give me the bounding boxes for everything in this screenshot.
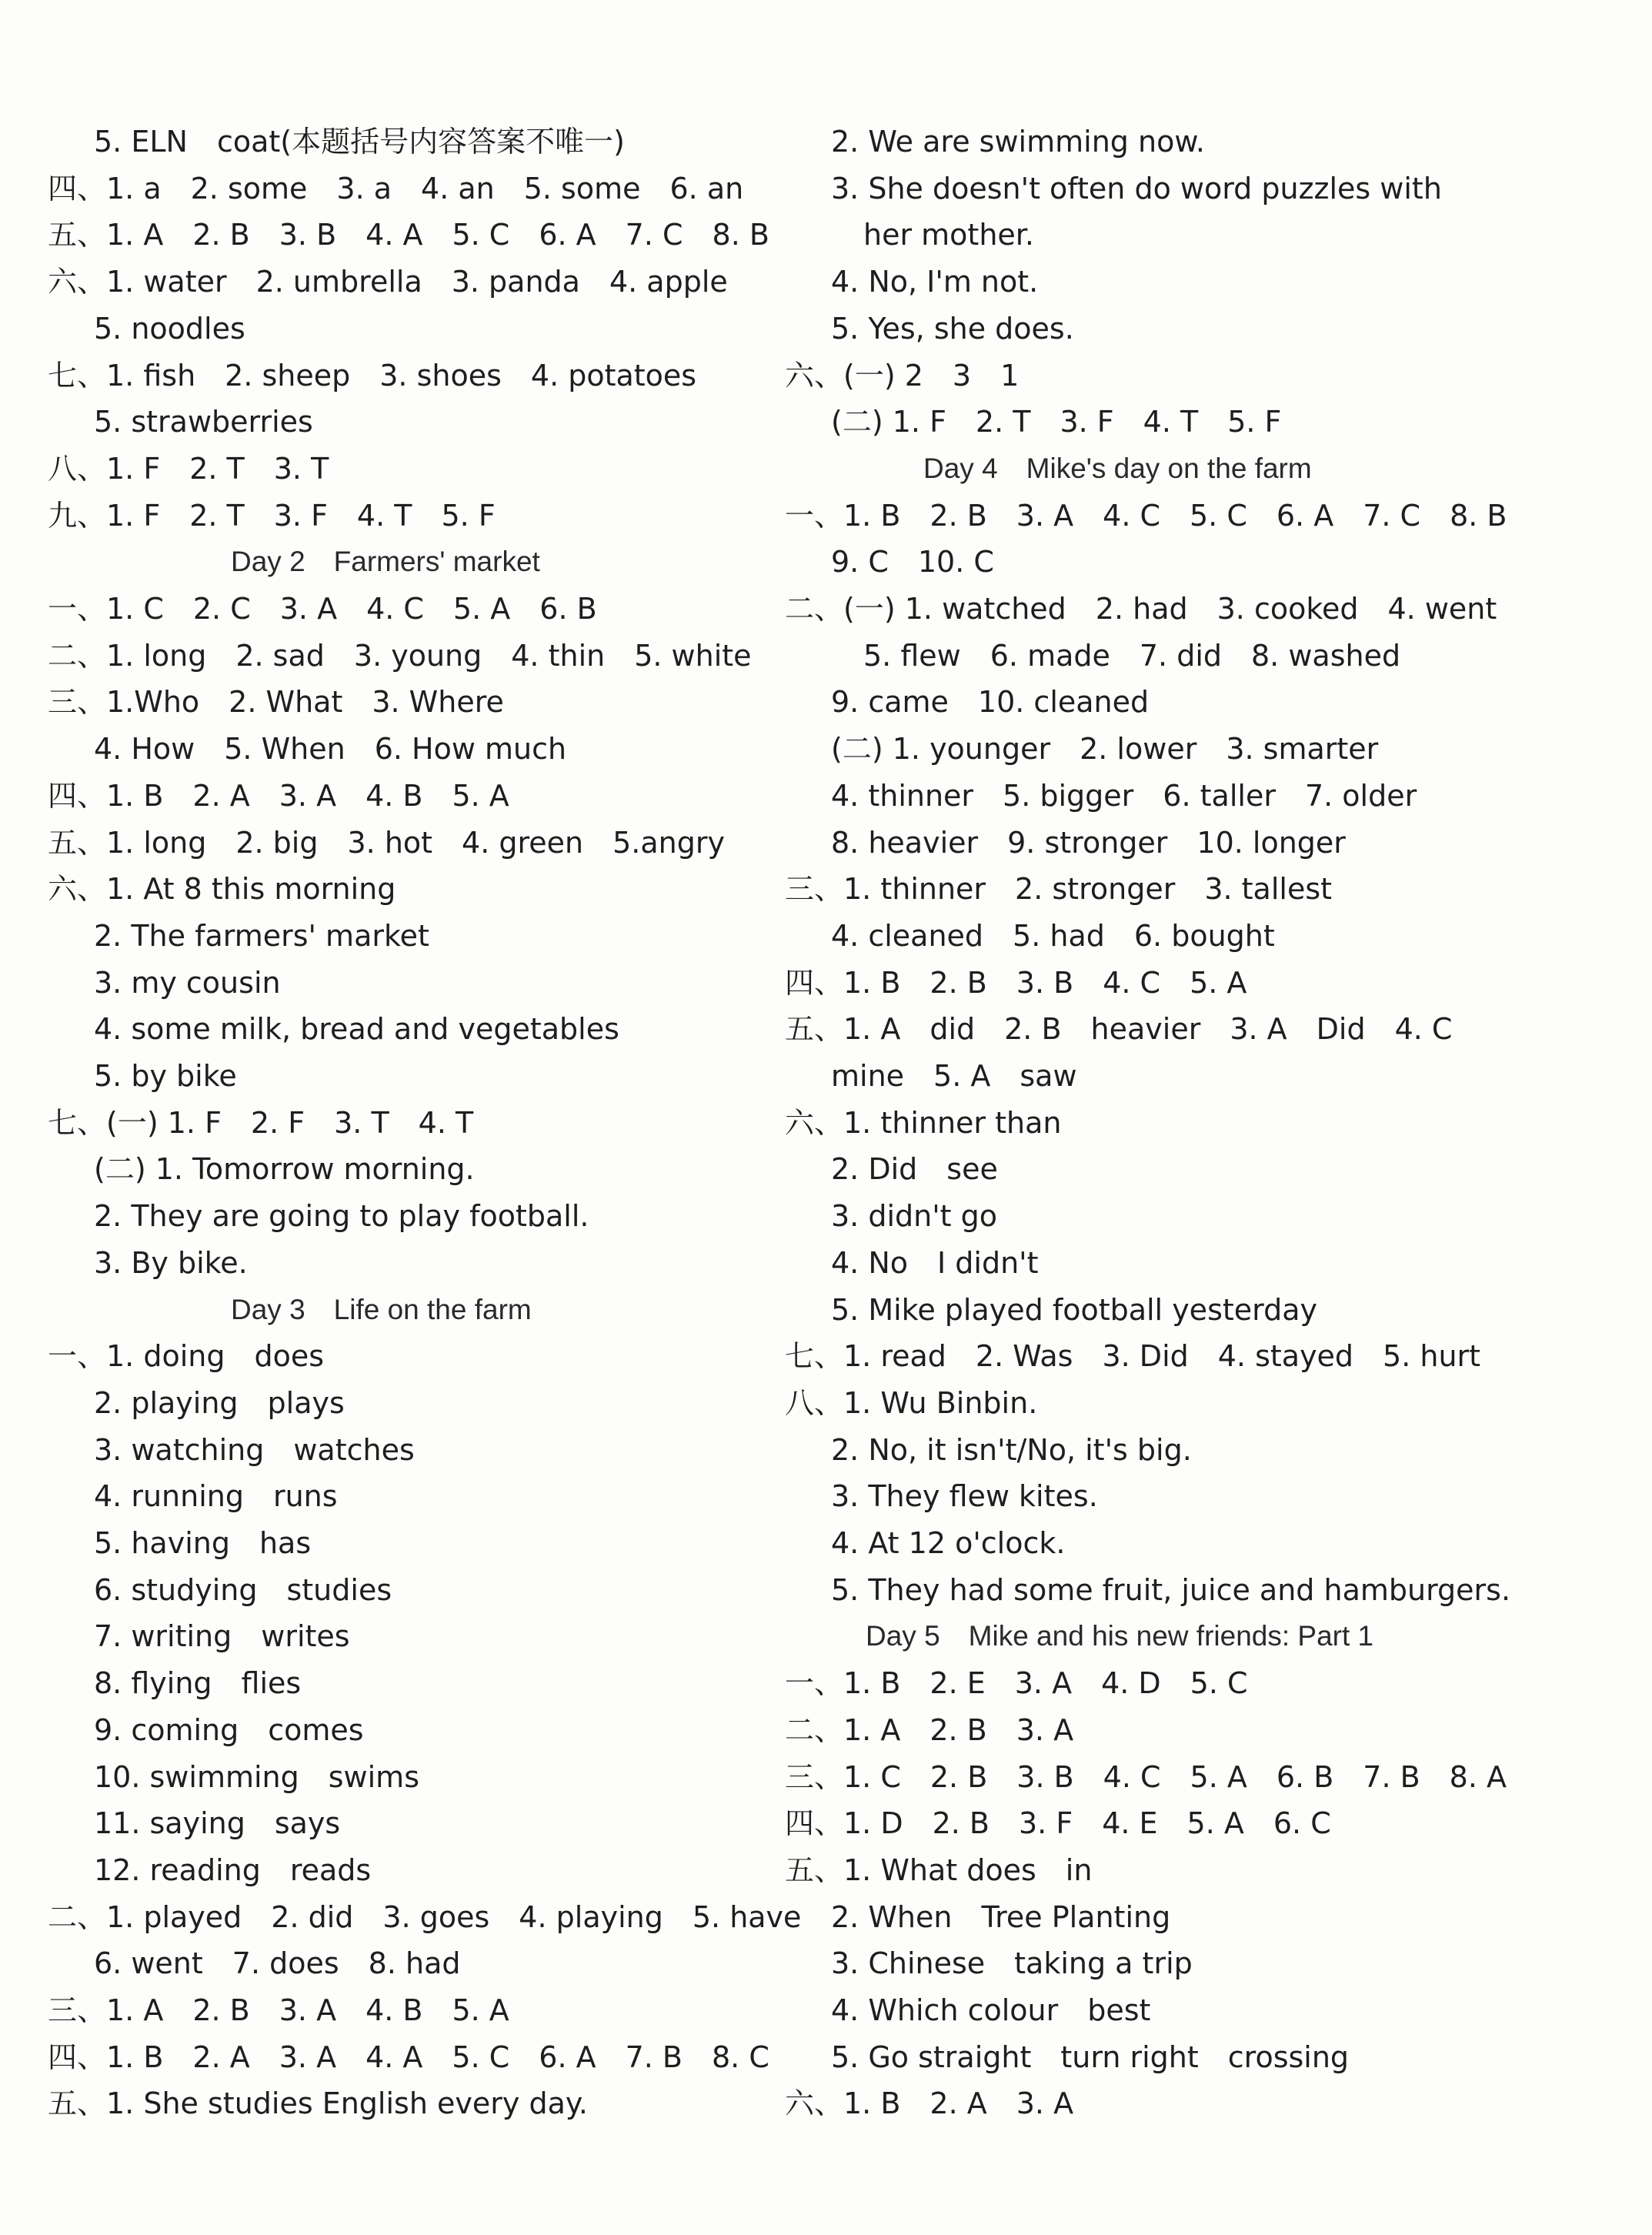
answer-line: 5. by bike [94,1059,237,1093]
answer-line: 六、1. B 2. A 3. A [785,2086,1074,2121]
answer-line: 三、1. thinner 2. stronger 3. tallest [785,872,1333,907]
answer-line: 2. When Tree Planting [831,1899,1171,1934]
answer-line: 8. flying flies [94,1666,302,1701]
section-heading: Day 4 Mike's day on the farm [923,452,1312,484]
answer-line: 五、1. A 2. B 3. B 4. A 5. C 6. A 7. C 8. B [48,218,769,252]
answer-line: 5. Mike played football yesterday [831,1292,1317,1327]
answer-line: (二) 1. F 2. T 3. F 4. T 5. F [831,405,1282,439]
answer-line: 4. Which colour best [831,1993,1151,2027]
answer-line: 五、1. A did 2. B heavier 3. A Did 4. C [785,1012,1453,1047]
answer-line: 2. No, it isn't/No, it's big. [831,1432,1192,1467]
answer-line: 五、1. long 2. big 3. hot 4. green 5.angry [48,825,725,860]
answer-line: 3. They flew kites. [831,1479,1098,1514]
answer-line: 三、1. C 2. B 3. B 4. C 5. A 6. B 7. B 8. A [785,1759,1507,1794]
answer-line: 4. How 5. When 6. How much [94,732,567,767]
answer-line: 二、1. long 2. sad 3. young 4. thin 5. white [48,638,752,673]
answer-line: 七、(一) 1. F 2. F 3. T 4. T [48,1105,474,1140]
answer-line: 3. Chinese taking a trip [831,1946,1193,1981]
answer-line: 四、1. B 2. A 3. A 4. B 5. A [48,778,509,813]
answer-line: 4. thinner 5. bigger 6. taller 7. older [831,778,1417,813]
answer-line: 七、1. fish 2. sheep 3. shoes 4. potatoes [48,358,697,393]
answer-line: (二) 1. Tomorrow morning. [94,1152,475,1187]
section-heading: Day 3 Life on the farm [231,1293,532,1325]
answer-line: 2. playing plays [94,1385,345,1420]
answer-line: 4. At 12 o'clock. [831,1526,1066,1560]
answer-line: 2. We are swimming now. [831,125,1205,159]
answer-line: 9. coming comes [94,1712,364,1747]
answer-line: 10. swimming swims [94,1759,419,1794]
answer-line: 4. No, I'm not. [831,265,1039,299]
answer-line: 5. ELN coat(本题括号内容答案不唯一) [94,125,625,159]
answer-line: 3. my cousin [94,965,281,1000]
answer-line: 6. studying studies [94,1572,392,1607]
answer-line: 五、1. She studies English every day. [48,2086,588,2121]
answer-line: 5. having has [94,1526,312,1560]
answer-line: 3. didn't go [831,1199,998,1234]
answer-line: 二、1. A 2. B 3. A [785,1712,1074,1747]
answer-line: (二) 1. younger 2. lower 3. smarter [831,732,1379,767]
answer-line: 3. She doesn't often do word puzzles with [831,171,1442,205]
answer-line: 9. C 10. C [831,545,994,580]
answer-line: 九、1. F 2. T 3. F 4. T 5. F [48,498,496,533]
answer-line: 三、1. A 2. B 3. A 4. B 5. A [48,1993,509,2027]
answer-line: 4. cleaned 5. had 6. bought [831,918,1275,953]
answer-line: 三、1.Who 2. What 3. Where [48,685,504,720]
answer-line: 一、1. B 2. E 3. A 4. D 5. C [785,1666,1248,1701]
answer-line: 一、1. C 2. C 3. A 4. C 5. A 6. B [48,592,597,626]
answer-line: 5. flew 6. made 7. did 8. washed [863,638,1401,673]
answer-line: her mother. [863,218,1035,252]
answer-line: 3. watching watches [94,1432,415,1467]
answer-line: 6. went 7. does 8. had [94,1946,461,1981]
answer-line: 六、(一) 2 3 1 [785,358,1020,393]
answer-line: 四、1. B 2. A 3. A 4. A 5. C 6. A 7. B 8. C [48,2040,769,2074]
answer-line: 四、1. B 2. B 3. B 4. C 5. A [785,965,1247,1000]
answer-line: 4. No I didn't [831,1245,1039,1280]
answer-line: 5. strawberries [94,405,313,439]
answer-line: 9. came 10. cleaned [831,685,1150,720]
answer-line: 12. reading reads [94,1852,372,1887]
answer-line: 8. heavier 9. stronger 10. longer [831,825,1346,860]
answer-line: 2. Did see [831,1152,998,1187]
answer-line: 六、1. water 2. umbrella 3. panda 4. apple [48,265,728,299]
answer-line: 四、1. D 2. B 3. F 4. E 5. A 6. C [785,1806,1331,1841]
answer-line: 2. They are going to play football. [94,1199,589,1234]
answer-line: mine 5. A saw [831,1059,1077,1093]
answer-line: 5. noodles [94,311,245,346]
answer-line: 一、1. B 2. B 3. A 4. C 5. C 6. A 7. C 8. B [785,498,1507,533]
answer-line: 八、1. F 2. T 3. T [48,451,329,486]
section-heading: Day 2 Farmers' market [231,546,540,578]
answer-line: 5. Go straight turn right crossing [831,2040,1350,2074]
answer-line: 二、(一) 1. watched 2. had 3. cooked 4. went [785,592,1497,626]
answer-line: 11. saying says [94,1806,341,1841]
answer-line: 一、1. doing does [48,1339,325,1374]
section-heading: Day 5 Mike and his new friends: Part 1 [866,1620,1374,1652]
answer-line: 七、1. read 2. Was 3. Did 4. stayed 5. hurt [785,1339,1481,1374]
answer-line: 4. running runs [94,1479,338,1514]
answer-line: 八、1. Wu Binbin. [785,1385,1038,1420]
answer-line: 二、1. played 2. did 3. goes 4. playing 5. have [48,1899,802,1934]
answer-line: 六、1. thinner than [785,1105,1062,1140]
answer-line: 3. By bike. [94,1245,248,1280]
answer-line: 4. some milk, bread and vegetables [94,1012,619,1047]
answer-line: 5. Yes, she does. [831,311,1074,346]
answer-line: 四、1. a 2. some 3. a 4. an 5. some 6. an [48,171,744,205]
answer-line: 五、1. What does in [785,1852,1093,1887]
answer-line: 7. writing writes [94,1619,350,1654]
answer-line: 2. The farmers' market [94,918,429,953]
answer-line: 六、1. At 8 this morning [48,872,396,907]
answer-line: 5. They had some fruit, juice and hamburgers. [831,1572,1511,1607]
